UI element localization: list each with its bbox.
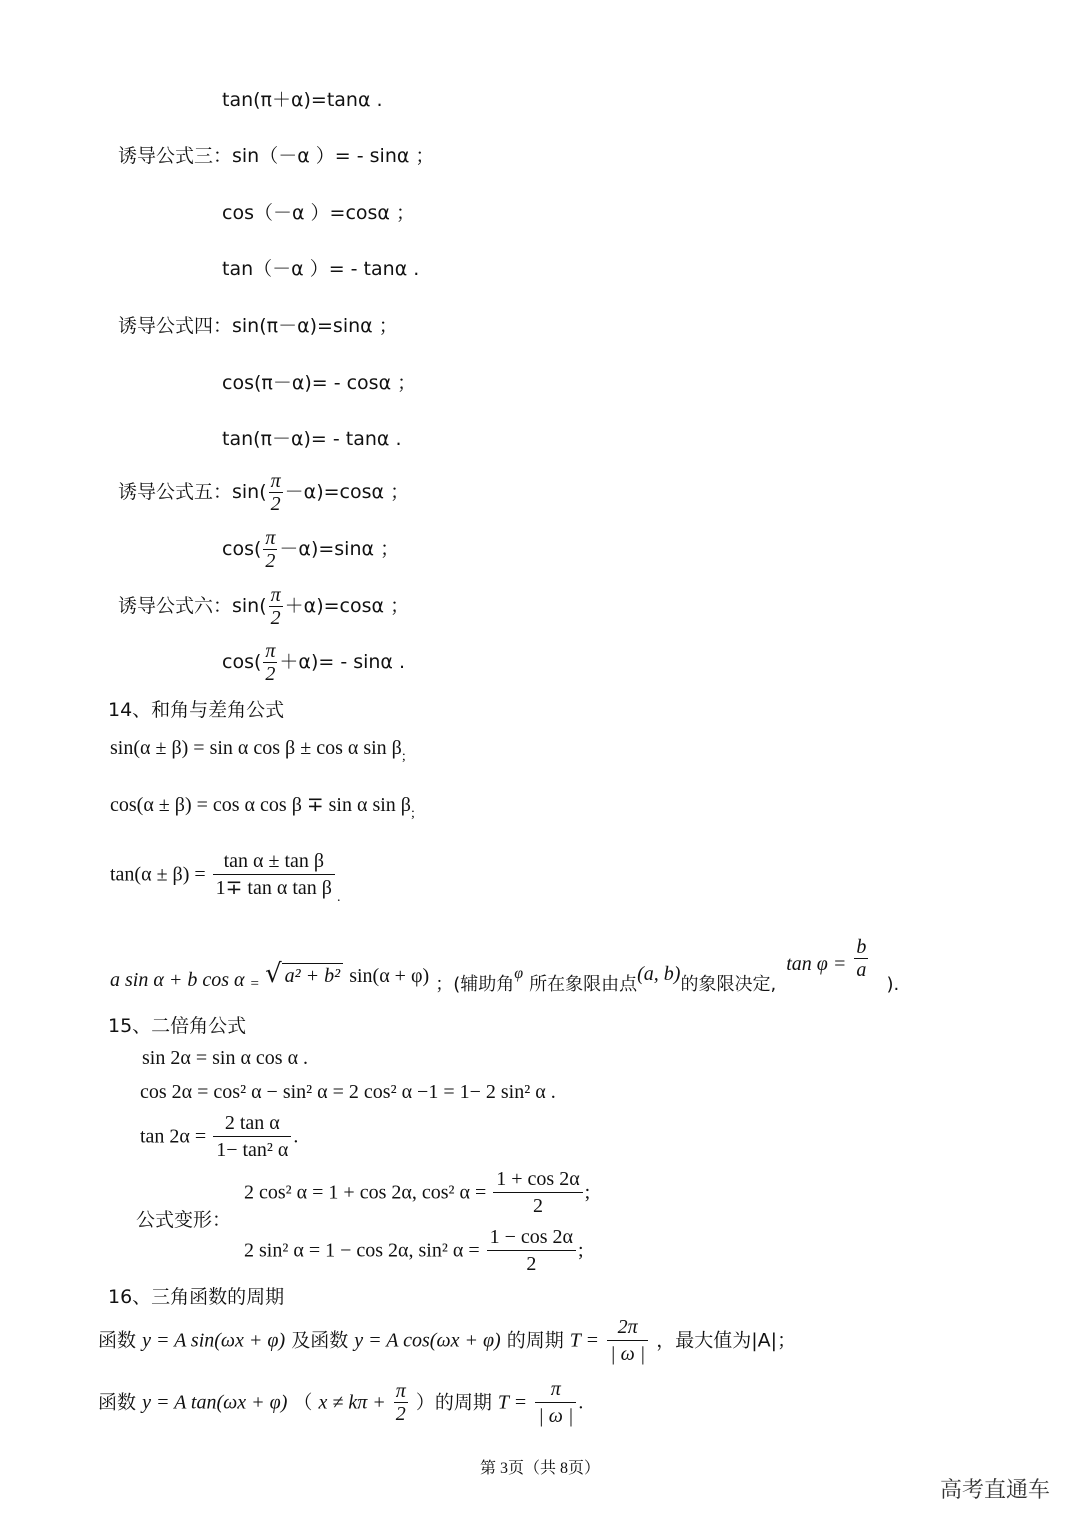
formula-line: sin 2α = sin α cos α . — [142, 1047, 309, 1069]
fraction: $\frac{2\pi}{| \omega |}$ — [607, 1314, 648, 1367]
fraction: $\frac{\text{2 tan α}}{\text{1− tan² α}}$ — [213, 1110, 291, 1163]
fraction: $\frac{\pi}{2}$ — [270, 584, 281, 629]
formula-line: cos(α ± β) = cos α cos β ∓ sin α $\sin \beta_;$ — [110, 794, 415, 821]
formula-line: cos（－α ）=cosα ； — [222, 202, 415, 224]
page-footer: 第 3页（共 8页） — [479, 1460, 600, 1477]
label-text: 公式变形： — [136, 1209, 232, 1231]
formula-line: 诱导公式六：sin( $\frac{\pi}{2}$ ＋α)=cosα ； — [118, 584, 410, 629]
fraction: $\frac{\pi}{2}$ — [270, 470, 281, 515]
formula-line: tan（－α ）= - tanα . — [222, 258, 420, 280]
watermark: 高考直通车 — [940, 1478, 1051, 1503]
fraction: $\frac{\pi}{2}$ — [265, 640, 276, 685]
formula-line: tan(π＋α)=tanα . — [222, 89, 383, 111]
fraction: $\frac{b}{a}$ — [856, 936, 867, 981]
formula-line: 2 cos² α = 1 + cos 2α, cos² α = $\frac{1 + \cos 2\alpha}{2}$ ; — [244, 1168, 591, 1217]
formula-line: sin(α ± β) = sin α cos β ± cos α $\sin \beta_;$ — [110, 737, 406, 764]
formula-line: cos(π－α)= - cosα ； — [222, 372, 417, 394]
fraction: $\frac{1 - \cos 2\alpha}{2}$ — [487, 1224, 576, 1277]
square-root: √ a² + b² — [265, 962, 343, 988]
fraction: $\frac{\pi}{2}$ — [265, 527, 276, 572]
formula-line: 诱导公式三：sin（－α ）= - sinα ； — [118, 145, 435, 167]
fraction: $\frac{\pi}{2}$ — [395, 1380, 406, 1425]
formula-line: a sin α + b cos α $_=$ √ a² + b² sin(α + φ) ；(辅助角φ 所在象限由点(a, b)的象限决定, tan φ = $\frac{b}{a}$ ). — [110, 936, 900, 995]
formula-line: 函数 y = A tan(ωx + φ) （ x ≠ kπ + $\frac{\pi}{2}$ ）的周期 T = $\frac{\pi}{| \omega |}$ . — [98, 1378, 584, 1427]
formula-line: 诱导公式四：sin(π－α)=sinα ； — [118, 315, 398, 337]
formula-line: tan 2α = $\frac{\text{2 tan α}}{\text{1− tan² α}}$ . — [140, 1112, 299, 1161]
section-heading: 14、和角与差角公式 — [108, 699, 285, 721]
formula-line: cos( $\frac{\pi}{2}$ －α)=sinα ； — [222, 527, 400, 572]
fraction: $\frac{\pi}{| \omega |}$ — [535, 1376, 576, 1429]
fraction: $\frac{\text{tan α ± tan β}}{\text{1∓ tan α tan β}}$ — [213, 848, 335, 901]
formula-line: 函数 y = A sin(ωx + φ) 及函数 y = A cos(ωx + φ) 的周期 T = $\frac{2\pi}{| \omega |}$ ，最大值为|A|； — [98, 1316, 797, 1365]
section-heading: 16、三角函数的周期 — [108, 1286, 285, 1308]
formula-line: tan(α ± β) = $\frac{\text{tan α ± tan β}}{\text{1∓ tan α tan β}}$ $_.$ — [110, 850, 341, 906]
section-heading: 15、二倍角公式 — [108, 1015, 247, 1037]
fraction: $\frac{1 + \cos 2\alpha}{2}$ — [493, 1166, 582, 1219]
formula-line: cos( $\frac{\pi}{2}$ ＋α)= - sinα . — [222, 640, 406, 685]
formula-line: tan(π－α)= - tanα . — [222, 428, 402, 450]
formula-line: 诱导公式五：sin( $\frac{\pi}{2}$ －α)=cosα ； — [118, 470, 410, 515]
formula-line: 2 sin² α = 1 − cos 2α, sin² α = $\frac{1 - \cos 2\alpha}{2}$ ; — [244, 1226, 584, 1275]
formula-line: cos 2α = cos² α − sin² α = 2 cos² α −1 = 1− 2 sin² α . — [140, 1081, 556, 1103]
